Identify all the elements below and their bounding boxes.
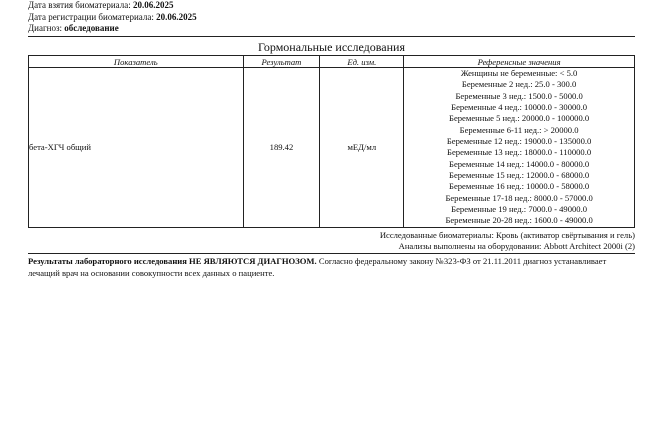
disclaimer-text [28,255,638,279]
reference-line: Беременные 4 нед.: 10000.0 - 30000.0 [451,102,588,113]
reference-line: Беременные 12 нед.: 19000.0 - 135000.0 [446,136,592,147]
reference-line: Беременные 5 нед.: 20000.0 - 100000.0 [449,113,590,124]
diagnosis-row [28,23,197,35]
registration-date-label: Дата регистрации биоматериала: [28,11,154,22]
reference-line: Беременные 19 нед.: 7000.0 - 49000.0 [451,204,588,215]
diagnosis-label: Диагноз: [28,23,63,33]
header-unit: Ед. изм. [320,56,404,68]
collection-date-label: Дата взятия биоматериала: [28,0,131,10]
collection-date-value: 20.06.2025 [132,0,174,10]
reference-line: Женщины не беременные: < 5.0 [460,68,578,78]
reference-line: Беременные 6-11 нед.: > 20000.0 [459,124,579,135]
section-title: Гормональные исследования [258,40,405,54]
reference-line: Беременные 20-28 нед.: 1600.0 - 49000.0 [445,215,593,226]
biomaterial-note: Исследованные биоматериалы: Кровь (активатор свёртывания и гель) [379,230,635,240]
disclaimer-divider [28,253,635,254]
reference-line: Беременные 16 нед.: 10000.0 - 58000.0 [449,181,590,192]
header-divider [28,36,635,37]
table-row [29,68,635,228]
test-name: бета-ХГЧ общий [29,68,244,228]
test-unit: мЕД/мл [320,68,404,228]
reference-line: Беременные 17-18 нед.: 8000.0 - 57000.0 [445,192,593,203]
collection-date-row [28,0,197,12]
equipment-note: Анализы выполнены на оборудовании: Abbott Architect 2000i (2) [398,241,635,251]
diagnosis-value: обследование [64,23,119,33]
reference-line: Беременные 15 нед.: 12000.0 - 68000.0 [449,170,590,181]
disclaimer-rest: Согласно федеральному закону №323-ФЗ от 21.11.2011 диагноз устанавливает лечащий врач на основании совокупности всех данных о пациенте. [28,256,607,278]
table-header-row [29,56,635,68]
reference-values [404,68,635,228]
test-result: 189.42 [243,68,320,228]
reference-line: Беременные 14 нед.: 14000.0 - 80000.0 [449,158,590,169]
disclaimer-bold: Результаты лабораторного исследования НЕ ЯВЛЯЮТСЯ ДИАГНОЗОМ. [28,256,317,266]
results-table [28,55,635,228]
reference-line: Беременные 3 нед.: 1500.0 - 5000.0 [455,90,583,101]
header-name: Показатель [29,56,244,68]
header-result: Результат [243,56,320,68]
reference-line: Беременные 2 нед.: 25.0 - 300.0 [461,79,577,90]
reference-line: Беременные 13 нед.: 18000.0 - 110000.0 [447,147,592,158]
header-reference: Референсные значения [404,56,635,68]
report-meta [28,0,197,35]
registration-date-row [28,12,197,24]
registration-date-value: 20.06.2025 [156,11,197,22]
